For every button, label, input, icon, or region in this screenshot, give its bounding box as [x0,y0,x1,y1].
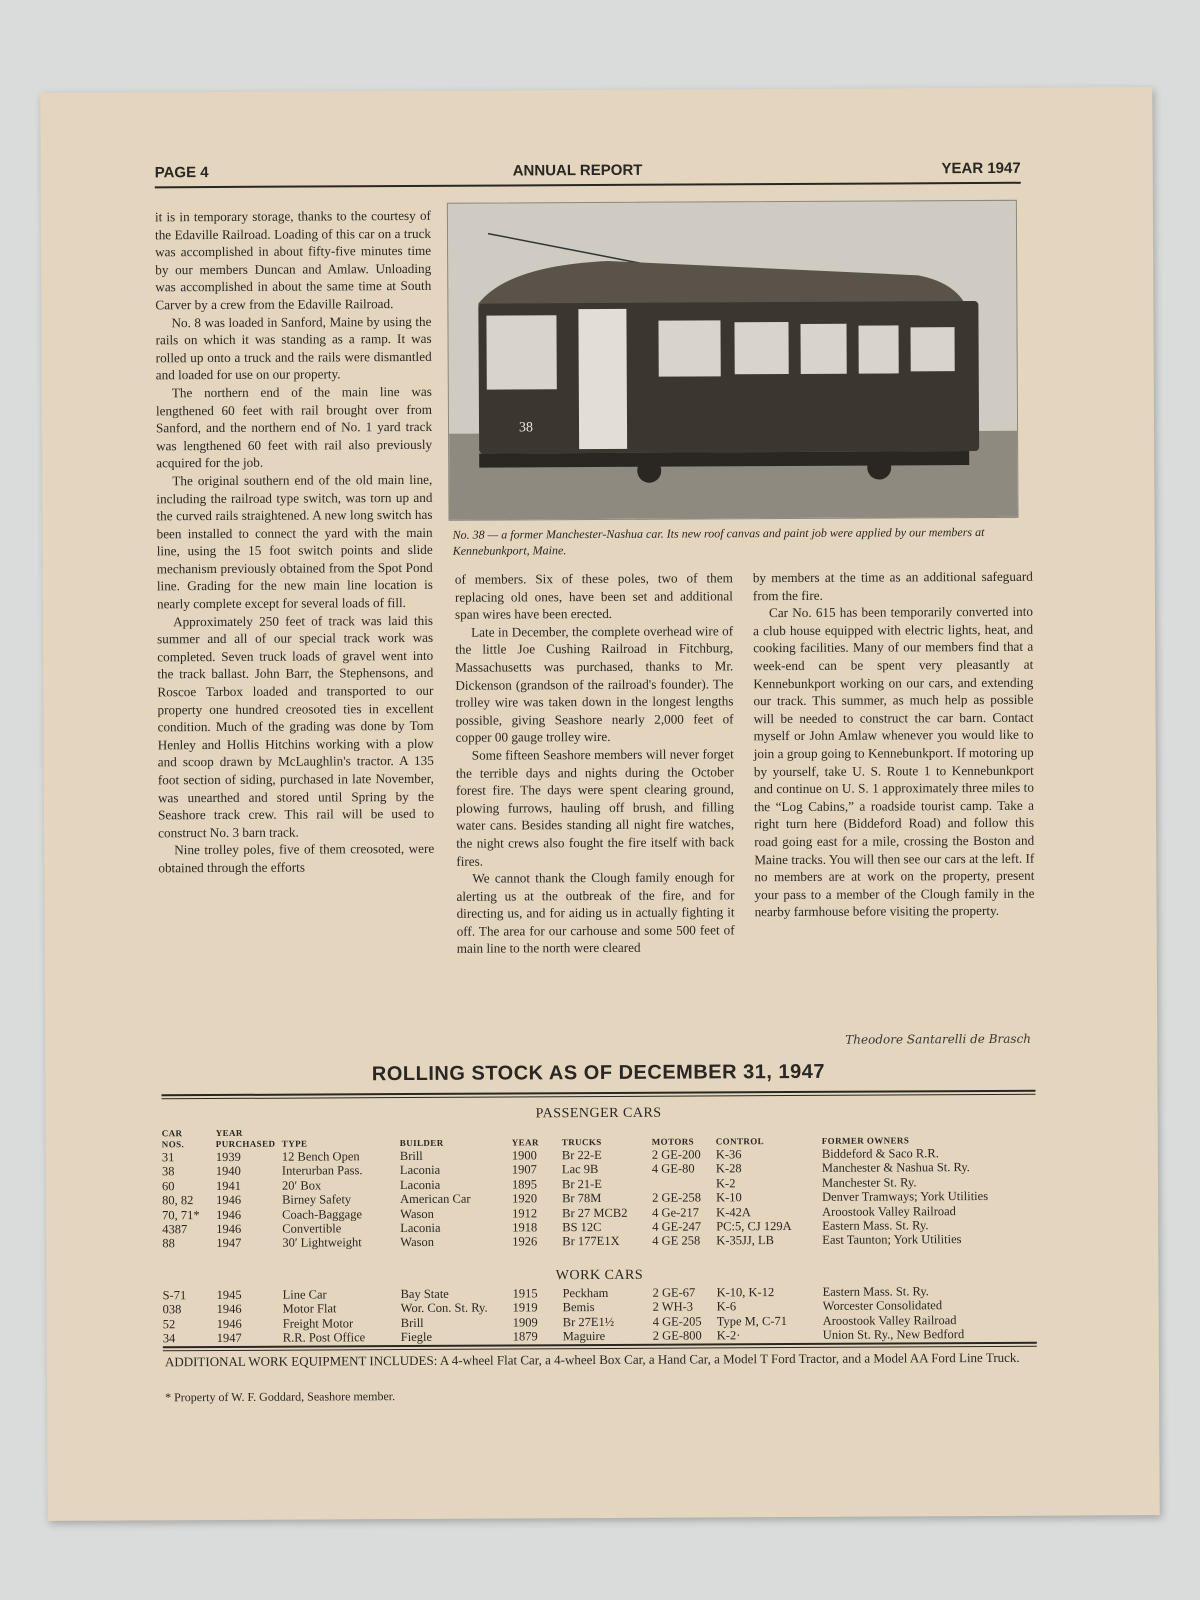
table-cell: Br 22-E [561,1147,602,1163]
table-cell: 34 [162,1331,176,1346]
additional-equipment-note: ADDITIONAL WORK EQUIPMENT INCLUDES: A 4-wheel Flat Car, a 4-wheel Box Car, a Hand Car, a Model T Ford Tractor, and a Model AA Ford Line Truck. [164,1349,1020,1370]
column-header: CAR NOS. [161,1128,185,1150]
table-cell: Wason [400,1206,434,1221]
table-cell: Freight Motor [282,1316,354,1331]
table-cell: Br 78M [562,1191,602,1206]
table-cell: 2 GE-200 [651,1147,701,1162]
table-cell: 1946 [216,1221,242,1237]
report-title: ANNUAL REPORT [512,161,643,180]
table-cell: 1946 [216,1302,242,1317]
table-cell: 4 Ge-217 [652,1205,700,1220]
table-cell: 4 GE-247 [652,1219,702,1234]
footnote: * Property of W. F. Goddard, Seashore member. [165,1389,396,1405]
paragraph: Approximately 250 feet of track was laid this summer and all of our special track work was completed. Seven truck loads of gravel went into the track ballast. John Barr, the Stephensons, and Roscoe Tarbox loaded and transported to our property one hundred creosoted ties in excellent condition. Much of the grading was done by Tom Henley and Hollis Hitchins working with a plow and scoop drawn by McLaughlin's tractor. A 135 foot section of siding, purchased in late November, was unearthed and stored until Spring by the Seashore track crew. This rail will be used to construct No. 3 barn track. [157,612,435,841]
table-cell: 1918 [512,1220,538,1235]
table-cell: Denver Tramways; York Utilities [822,1189,989,1205]
table-cell: Manchester & Nashua St. Ry. [821,1160,970,1176]
table-cell: Br 27E1½ [562,1314,615,1330]
photo-caption: No. 38 — a former Manchester-Nashua car. Its new roof canvas and paint job were applied by our members at Kennebunkport, Maine. [452,524,985,558]
table-cell: PC:5, CJ 129A [716,1219,792,1234]
paragraph: No. 8 was loaded in Sanford, Maine by using the rails on which it was standing as a ramp. It was rolled up onto a truck and the rails were dismantled and loaded for use on our property. [155,313,432,383]
table-cell: Eastern Mass. St. Ry. [822,1218,929,1233]
column-1 [155,207,434,877]
table-cell: 1879 [512,1329,538,1344]
table-cell: 4 GE 258 [652,1233,701,1249]
car-number-label: 38 [518,420,534,436]
page-header [155,158,1021,189]
table-cell: Laconia [399,1177,441,1192]
table-cell: 1895 [511,1177,538,1192]
double-rule [162,1090,1036,1100]
column-header: TRUCKS [561,1136,602,1148]
table-cell: 1939 [215,1149,241,1165]
table-cell: Wason [400,1235,435,1250]
table-cell: K-36 [715,1147,742,1162]
paragraph: Car No. 615 has been temporarily converted into a club house equipped with electric lights, heat, and cooking facilities. Many of our members find that a week-end can be spent very pleasantly at Kennebunkport working on our cars, and extending our track. This summer, as much help as possible will be needed to construct the car barn. Contact myself or John Amlaw whenever you would like to join a group going to Kennebunkport. If motoring up by yourself, take U. S. Route 1 to Kennebunkport and continue on U. S. 1 approximately three miles to the “Log Cabins,” a roadside tourist camp. Take a right turn here (Biddeford Road) and follow this road going east for a mile, crossing the Boston and Maine tracks. You will then see our cars at the left. If no members are at work on the property, present your pass to a member of the Clough family in the nearby farmhouse before visiting the property. [753,603,1035,920]
table-cell: 30′ Lightweight [282,1235,362,1251]
table-cell: 38 [161,1164,175,1179]
table-cell: 4 GE-205 [652,1314,702,1329]
table-cell: Interurban Pass. [281,1163,363,1179]
paragraph: The original southern end of the old main line, including the railroad type switch, was torn up and the curved rails straightened. A new long switch has been installed to connect the yard with the main line, using the 15 foot switch points and slide mechanism previously obtained from the Spot Pond line. Grading for the new main line location is nearly complete except for several loads of fill. [156,471,433,612]
work-cars-table [163,1284,1037,1346]
table-cell: 2 GE-800 [652,1328,702,1343]
table-cell: Br 21-E [561,1176,602,1192]
table-cell: Brill [399,1148,423,1164]
table-cell [652,1176,716,1191]
table-cell: Peckham [562,1285,609,1301]
paragraph: by members at the time as an additional safeguard from the fire. [752,568,1033,603]
table-cell: Convertible [282,1221,342,1236]
table-cell: 1940 [215,1164,241,1179]
table-cell: Bay State [400,1286,449,1302]
table-cell: 4 GE-80 [651,1161,695,1177]
table-cell: BS 12C [562,1220,602,1235]
table-cell: Laconia [399,1163,441,1178]
table-cell: East Taunton; York Utilities [822,1232,962,1248]
column-header: CONTROL [715,1136,765,1147]
table-cell: Type M, C-71 [716,1313,788,1329]
column-2 [455,569,735,958]
table-cell: 1946 [216,1193,242,1208]
table-cell: Bemis [562,1300,595,1315]
table-cell: 1919 [512,1300,538,1315]
paragraph: The northern end of the main line was lengthened 60 feet with rail brought over from Sanford, and the northern end of No. 1 yard track was lengthened 60 feet with rail also previously acquired for the job. [155,383,433,471]
table-cell: Union St. Ry., New Bedford [822,1327,965,1343]
table-cell: Wor. Con. St. Ry. [400,1301,488,1316]
trolley-illustration [448,201,1018,520]
table-cell: Laconia [400,1220,441,1236]
table-cell: 20′ Box [281,1178,322,1193]
table-cell: 1946 [216,1207,242,1222]
table-cell: Line Car [282,1287,327,1302]
paragraph: of members. Six of these poles, two of them replacing old ones, have been set and additional span wires have been erected. [454,570,733,622]
table-cell: Fiegle [400,1330,433,1345]
column-3 [753,568,1035,921]
table-cell: 1941 [215,1178,242,1193]
table-cell: 12 Bench Open [281,1149,360,1164]
table-cell: 80, 82 [162,1193,194,1208]
table-cell: 1926 [512,1234,538,1249]
column-header: MOTORS [651,1136,695,1147]
paragraph: it is in temporary storage, thanks to the courtesy of the Edaville Railroad. Loading of this car on a truck was accomplished in about fifty-five minutes time by our members Duncan and Amlaw. Unloading was accomplished in about the same time at South Carver by a crew from the Edaville Railroad. [154,207,432,313]
table-cell: 88 [162,1236,175,1251]
table-cell: K-42A [716,1204,751,1220]
table-cell: Brill [400,1315,424,1330]
table-cell: Biddeford & Saco R.R. [821,1146,939,1161]
signature: Theodore Santarelli de Brasch [845,1031,1032,1047]
table-cell: K-2· [716,1328,741,1343]
table-cell: 31 [161,1150,175,1165]
report-page [40,87,1159,1521]
report-year: YEAR 1947 [941,159,1021,178]
table-cell: 2 WH-3 [652,1299,694,1315]
table-cell: K-2 [715,1176,736,1191]
table-cell: 4387 [162,1222,188,1237]
table-cell: American Car [400,1191,471,1207]
paragraph: Some fifteen Seashore members will never forget the terrible days and nights during the October forest fire. The days were spent clearing ground, plowing furrows, hauling off brush, and filling water cans. Besides standing all night fire watches, the night crews also fought the fire itself with back fires. [455,746,735,869]
rolling-stock-title: ROLLING STOCK AS OF DECEMBER 31, 1947 [371,1060,825,1086]
paragraph: Late in December, the complete overhead wire of the little Joe Cushing Railroad in Fitchburg, Massachusetts was purchased, thanks to Mr. Dickenson (grandson of the railroad's founder). The trolley wire was taken down in the longest lengths possible, giving Seashore nearly 2,000 feet of copper 00 gauge trolley wire. [455,623,734,746]
table-cell: S-71 [162,1288,187,1303]
table-cell: 1945 [216,1287,242,1303]
table-cell: R.R. Post Office [282,1330,366,1345]
table-cell: Birney Safety [282,1192,352,1207]
passenger-cars-heading: PASSENGER CARS [535,1105,662,1122]
table-cell: 1912 [512,1205,538,1221]
table-cell: K-6 [716,1299,737,1314]
table-cell: 1909 [512,1315,538,1330]
table-cell: K-10 [716,1190,742,1205]
table-cell: 70, 71* [162,1207,200,1222]
table-cell: 1947 [216,1331,242,1346]
passenger-cars-table [162,1124,1037,1251]
table-cell: Motor Flat [282,1301,337,1317]
table-cell: Coach-Baggage [282,1206,363,1222]
table-cell: Br 177E1X [562,1234,620,1249]
table-cell: Br 27 MCB2 [562,1205,628,1220]
column-header: YEAR [511,1137,539,1148]
table-cell: Lac 9B [561,1162,599,1177]
paragraph: Nine trolley poles, five of them creosoted, were obtained through the efforts [158,841,435,876]
column-header: FORMER OWNERS [821,1135,910,1146]
table-cell: Aroostook Valley Railroad [822,1312,957,1328]
table-cell: 038 [162,1302,182,1317]
trolley-car-photo [447,200,1019,521]
table-cell: Maguire [562,1329,606,1344]
column-header: BUILDER [399,1137,444,1149]
table-cell: Aroostook Valley Railroad [822,1203,956,1219]
table-cell: 1946 [216,1316,242,1331]
table-cell: 1947 [216,1236,242,1251]
page-number: PAGE 4 [154,164,209,182]
table-cell: K-35JJ, LB [716,1233,774,1248]
table-cell: 1920 [512,1191,538,1206]
column-header: YEAR PURCHASED [215,1127,276,1150]
table-cell: 1907 [511,1162,537,1177]
table-cell: K-28 [715,1161,742,1176]
table-cell: K-10, K-12 [716,1285,775,1300]
paragraph: We cannot thank the Clough family enough for alerting us at the outbreak of the fire, and for directing us, and for aiding us in actually fighting it off. The area for our carhouse and some 500 feet of main line to the north were cleared [456,869,735,957]
table-cell: 52 [162,1317,176,1332]
table-cell: 1915 [512,1286,538,1301]
table-cell: 2 GE-67 [652,1285,696,1300]
table-cell: 1900 [511,1148,537,1163]
table-cell: Eastern Mass. St. Ry. [822,1284,929,1299]
table-cell: Manchester St. Ry. [821,1175,917,1190]
work-cars-heading: WORK CARS [555,1267,644,1284]
table-cell: 60 [161,1179,175,1194]
column-header: TYPE [281,1138,308,1149]
table-cell: Worcester Consolidated [822,1298,943,1314]
table-cell: 2 GE-258 [652,1190,702,1205]
